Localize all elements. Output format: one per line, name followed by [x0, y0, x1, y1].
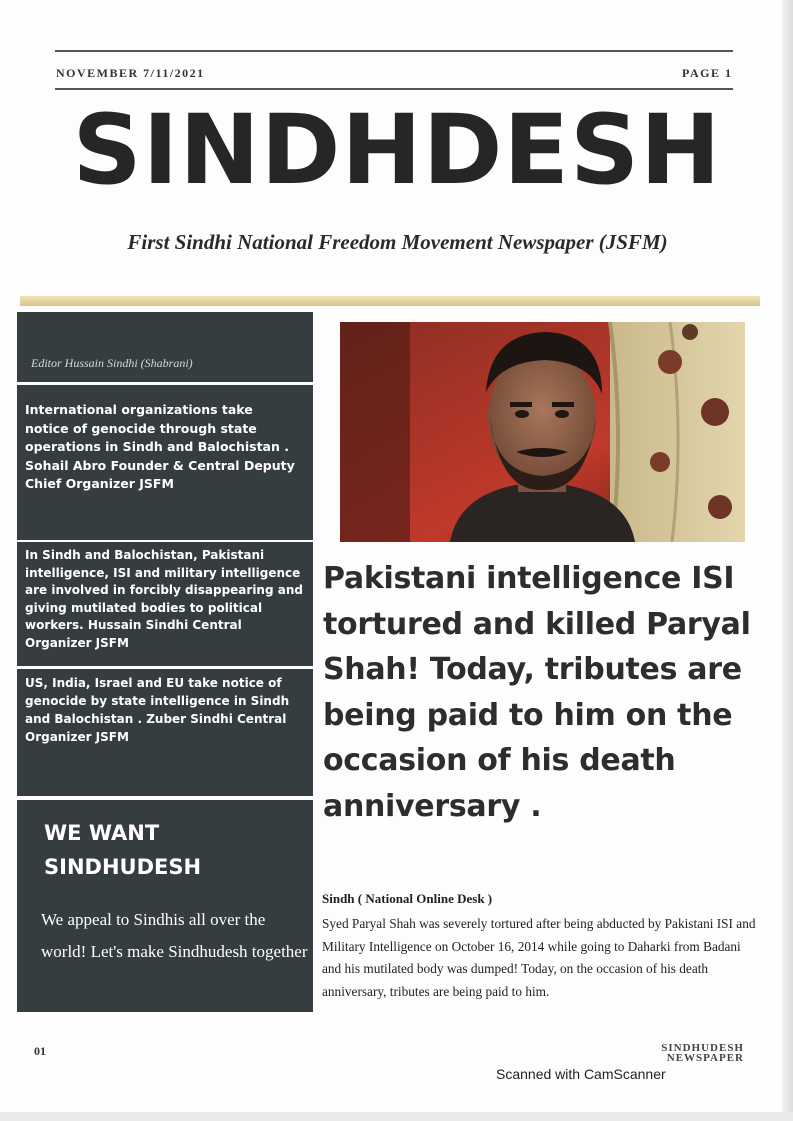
page-number: 01 — [34, 1044, 46, 1058]
appeal-text: We appeal to Sindhis all over the world! Let's make Sindhudesh together — [41, 910, 308, 961]
portrait-illustration — [340, 322, 745, 542]
editor-box — [17, 312, 313, 382]
news-brief-1-text: International organizations take notice of genocide through state operations in Sindh and Balochistan . Sohail Abro Founder & Central Deputy Chief Organizer JSFM — [25, 402, 295, 491]
news-brief-3-text: US, India, Israel and EU take notice of genocide by state intelligence in Sindh and Balochistan . Zuber Sindhi Central Organizer JSFM — [25, 676, 290, 744]
editor-credit: Editor Hussain Sindhi (Shabrani) — [31, 356, 193, 370]
logo-line-1: SINDHUDESH — [661, 1042, 744, 1054]
news-brief-3 — [17, 669, 313, 796]
header-rule — [55, 88, 733, 90]
masthead-title: SINDHDESH — [72, 94, 722, 206]
portrait-photo — [340, 322, 745, 542]
article-desk: Sindh ( National Online Desk ) — [322, 891, 493, 906]
newspaper-logo — [634, 1043, 744, 1063]
news-brief-2 — [17, 542, 313, 666]
news-brief-1 — [17, 385, 313, 540]
page-label: PAGE 1 — [682, 66, 733, 80]
news-brief-2-text: In Sindh and Balochistan, Pakistani intelligence, ISI and military intelligence are involved in forcibly disappearing and giving mutilated bodies to political workers. Hussain Sindhi Central Organizer JSFM — [25, 548, 303, 650]
article-body: Syed Paryal Shah was severely tortured after being abducted by Pakistani ISI and Military Intelligence on October 16, 2014 while going to Daharki from Badani and his mutilated body was dumped! Today, on the occasion of his death anniversary, tributes are being paid to him. — [322, 916, 756, 999]
divider-bar — [20, 296, 760, 306]
top-rule — [55, 50, 733, 52]
page-edge — [782, 0, 793, 1121]
main-headline: Pakistani intelligence ISI tortured and killed Paryal Shah! Today, tributes are being paid to him on the occasion of his death anniversary . — [323, 561, 751, 824]
appeal-heading: WE WANT SINDHUDESH — [44, 821, 202, 879]
tagline: First Sindhi National Freedom Movement Newspaper (JSFM) — [127, 230, 668, 254]
page-bottom-edge — [0, 1112, 793, 1121]
logo-line-2: NEWSPAPER — [666, 1052, 744, 1064]
scanner-watermark: Scanned with CamScanner — [496, 1066, 666, 1082]
appeal-box — [17, 800, 313, 1012]
issue-date: NOVEMBER 7/11/2021 — [56, 66, 205, 80]
